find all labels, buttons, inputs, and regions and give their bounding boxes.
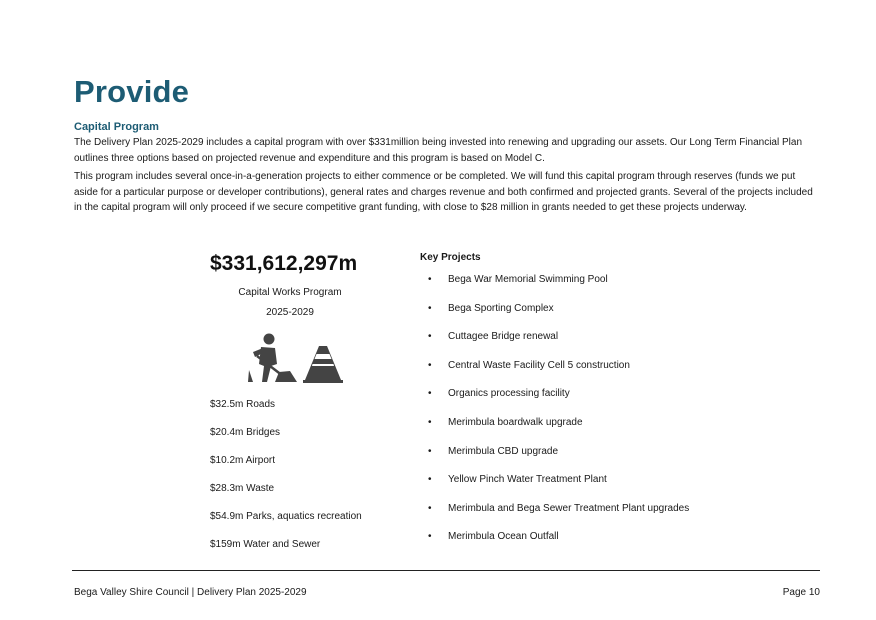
breakdown-item: $54.9m Parks, aquatics recreation [210, 511, 362, 522]
footer-title: Bega Valley Shire Council | Delivery Plan 2025-2029 [74, 587, 307, 598]
capital-works-years: 2025-2029 [266, 307, 314, 318]
list-item [420, 359, 689, 388]
bullet-icon: • [428, 359, 432, 371]
breakdown-item: $159m Water and Sewer [210, 539, 321, 550]
project-name: Yellow Pinch Water Treatment Plant [448, 474, 607, 486]
bullet-icon: • [428, 502, 432, 514]
page-number: Page 10 [782, 587, 820, 598]
project-name: Merimbula and Bega Sewer Treatment Plant upgrades [448, 502, 690, 514]
bullet-icon: • [428, 445, 432, 457]
list-item [420, 445, 689, 474]
capital-works-label: Capital Works Program [238, 287, 342, 298]
road-worker-icon [245, 330, 345, 384]
bullet-icon: • [428, 302, 432, 314]
project-name: Merimbula boardwalk upgrade [448, 416, 583, 428]
key-projects-heading: Key Projects [420, 252, 481, 263]
project-name: Bega Sporting Complex [448, 302, 554, 314]
construction-icons [245, 330, 345, 389]
bullet-icon: • [428, 416, 432, 428]
breakdown-item: $10.2m Airport [210, 455, 276, 466]
breakdown-item: $28.3m Waste [210, 483, 275, 494]
list-item [420, 530, 689, 559]
page-title: Provide [74, 74, 190, 109]
list-item [420, 387, 689, 416]
bullet-icon: • [428, 388, 432, 400]
list-item [420, 273, 689, 302]
bullet-icon: • [428, 274, 432, 285]
section-title: Capital Program [74, 121, 159, 133]
budget-breakdown [210, 398, 362, 566]
bullet-icon: • [428, 331, 432, 343]
breakdown-item: $20.4m Bridges [210, 427, 281, 438]
project-name: Merimbula Ocean Outfall [448, 531, 559, 543]
list-item [420, 473, 689, 502]
bullet-icon: • [428, 474, 432, 486]
bullet-icon: • [428, 531, 432, 543]
intro-paragraph: The Delivery Plan 2025-2029 includes a capital program with over $331million being invested into renewing and upgrading our assets. Our Long Term Financial Plan outlines three options based on projected revenue and expenditure and this program is based on Model C. [74, 137, 803, 164]
project-name: Central Waste Facility Cell 5 construction [448, 359, 630, 371]
project-name: Bega War Memorial Swimming Pool [448, 274, 608, 285]
key-projects-list [420, 273, 689, 559]
project-name: Organics processing facility [448, 388, 570, 400]
list-item [420, 302, 689, 331]
breakdown-item: $32.5m Roads [210, 399, 276, 410]
footer-divider [72, 570, 820, 571]
project-name: Merimbula CBD upgrade [448, 445, 559, 457]
total-investment: $331,612,297m [210, 252, 358, 275]
list-item [420, 416, 689, 445]
list-item [420, 330, 689, 359]
project-name: Cuttagee Bridge renewal [448, 331, 559, 343]
list-item [420, 502, 689, 531]
program-paragraph: This program includes several once-in-a-generation projects to either commence or be completed. We will fund this capital program through reserves (funds we put aside for a particular purpose or developer contributions), general rates and charges revenue and both confirmed and projected grants. Several of the projects included in the capital program will only proceed if we secure competitive grant funding, with close to $28 million in grants needed to get these projects underway. [74, 171, 813, 213]
